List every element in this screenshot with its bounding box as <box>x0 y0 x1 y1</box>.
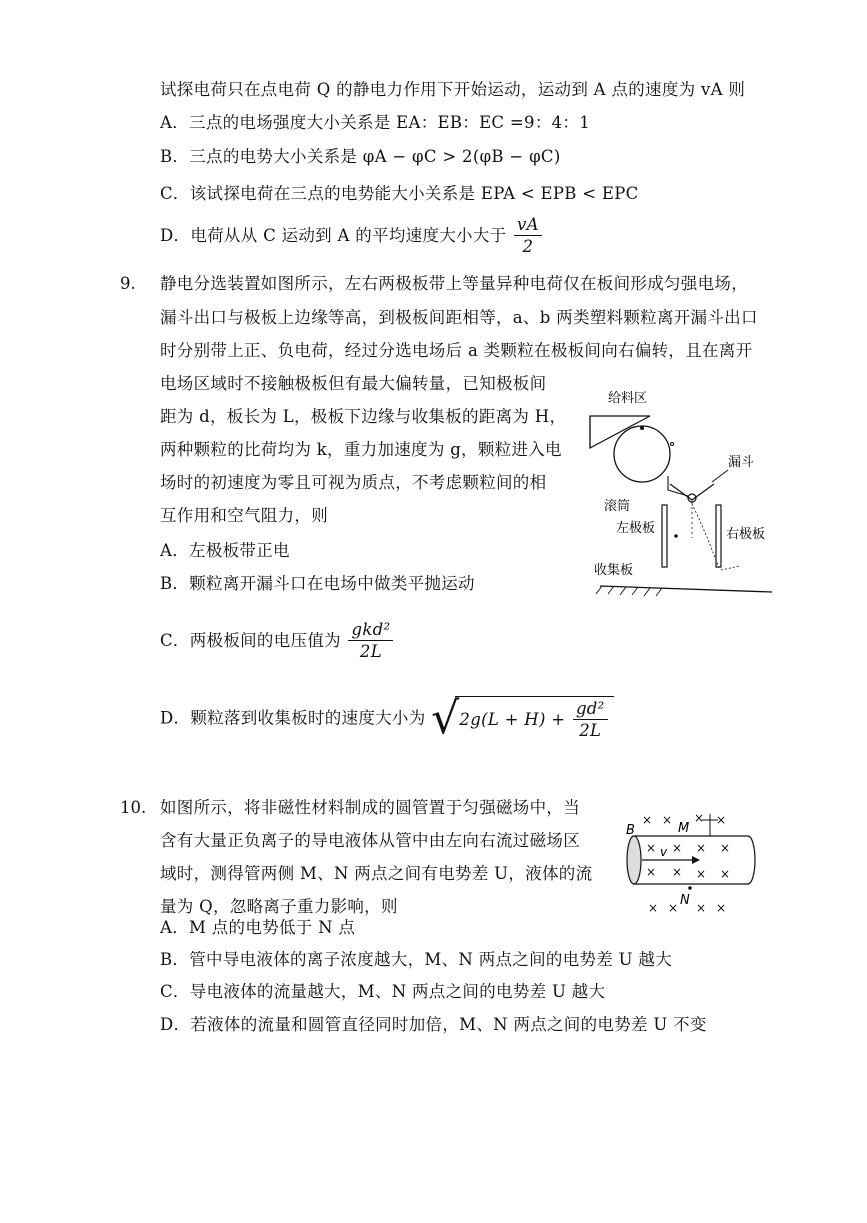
field-cross: × <box>646 865 657 879</box>
q9-option-d-text: D．颗粒落到收集板时的速度大小为 <box>160 708 426 728</box>
radicand-fraction <box>573 699 608 742</box>
field-cross: × <box>696 867 707 881</box>
q9-line-3: 时分别带上正、负电荷，经过分选电场后 a 类颗粒在极板间向右偏转，且在离开 <box>160 341 753 360</box>
funnel-pointer <box>712 470 728 482</box>
funnel-shape <box>670 484 714 500</box>
velocity-arrowhead <box>692 856 700 864</box>
particle-path-exit <box>721 566 740 570</box>
q8-option-d <box>160 215 544 258</box>
fraction-denominator: 2 <box>522 237 534 256</box>
collector-label: 收集板 <box>594 563 634 578</box>
q9-line-6: 两种颗粒的比荷均为 k，重力加速度为 g，颗粒进入电 <box>160 440 562 459</box>
roller-drum <box>614 426 670 482</box>
q10-line-4: 量为 Q，忽略离子重力影响，则 <box>160 897 398 916</box>
q9-line-2: 漏斗出口与极板上边缘等高，到极板间距相等，a、b 两类塑料颗粒离开漏斗出口 <box>160 308 758 327</box>
q9-number: 9. <box>120 274 136 293</box>
q10-option-a: A．M 点的电势低于 N 点 <box>160 918 356 937</box>
q10-number: 10. <box>120 798 147 817</box>
q9-option-b: B．颗粒离开漏斗口在电场中做类平抛运动 <box>160 574 475 593</box>
q9-option-a: A．左极板带正电 <box>160 541 290 560</box>
q8-option-a: A．三点的电场强度大小关系是 EA：EB：EC =9：4：1 <box>160 113 591 132</box>
particle-path <box>692 504 719 568</box>
field-cross: × <box>694 811 705 825</box>
field-cross: × <box>720 867 731 881</box>
field-cross: × <box>720 841 731 855</box>
q9-option-d-sqrt <box>431 693 614 744</box>
q10-line-1: 如图所示，将非磁性材料制成的圆管置于匀强磁场中，当 <box>160 798 580 817</box>
q10-line-2: 含有大量正负离子的导电液体从管中由左向右流过磁场区 <box>160 831 580 850</box>
field-cross: × <box>642 813 653 827</box>
right-plate-label: 右极板 <box>726 527 766 542</box>
radical-sign: √ <box>431 693 460 744</box>
fraction-numerator: gd² <box>573 699 608 720</box>
pipe-left-end <box>627 836 641 884</box>
q10-line-3: 域时，测得管两侧 M、N 两点之间有电势差 U，液体的流 <box>160 864 593 883</box>
roller-chute <box>668 476 688 496</box>
point-n-dot <box>688 886 692 890</box>
field-cross: × <box>646 841 657 855</box>
fraction-denominator: 2L <box>579 721 602 740</box>
funnel-label: 漏斗 <box>728 455 755 470</box>
q8-option-d-fraction <box>514 215 542 258</box>
feed-zone-label: 给料区 <box>608 391 648 406</box>
q8-intro: 试探电荷只在点电荷 Q 的静电力作用下开始运动，运动到 A 点的速度为 vA 则 <box>160 80 746 99</box>
field-cross: × <box>696 841 707 855</box>
field-cross: × <box>672 841 683 855</box>
q9-line-7: 场时的初速度为零且可视为质点，不考虑颗粒间的相 <box>160 473 547 492</box>
q9-separator-figure <box>580 378 780 603</box>
q9-option-d <box>160 693 614 744</box>
point-m-label: M <box>678 821 690 836</box>
q9-line-4: 电场区域时不接触极板但有最大偏转量，已知极板间 <box>160 374 547 393</box>
velocity-label: v <box>660 845 668 859</box>
feed-hopper <box>590 416 650 448</box>
q9-line-8: 互作用和空气阻力，则 <box>160 506 328 525</box>
right-plate <box>716 505 721 567</box>
q8-option-d-text: D．电荷从从 C 运动到 A 的平均速度大小大于 <box>160 226 507 245</box>
radicand <box>455 696 613 742</box>
field-cross: × <box>662 813 673 827</box>
pipe-right-end <box>748 836 755 884</box>
roller-dot <box>640 426 644 430</box>
field-cross: × <box>696 901 707 915</box>
field-cross: × <box>716 901 727 915</box>
field-cross: × <box>716 813 727 827</box>
field-cross: × <box>648 901 659 915</box>
q8-option-c: C．该试探电荷在三点的电势能大小关系是 EPA < EPB < EPC <box>160 184 639 203</box>
field-b-label: B <box>626 823 635 838</box>
q8-option-b: B．三点的电势大小关系是 φA − φC > 2(φB − φC) <box>160 147 561 166</box>
q9-option-c-fraction <box>348 620 393 663</box>
roller-label: 滚筒 <box>604 499 631 514</box>
left-plate <box>662 505 667 567</box>
q9-option-c-text: C．两极板间的电压值为 <box>160 631 341 650</box>
fraction-denominator: 2L <box>359 642 382 661</box>
particle-b <box>674 534 678 538</box>
field-cross: × <box>672 865 683 879</box>
q9-line-1: 静电分选装置如图所示，左右两极板带上等量异种电荷仅在板间形成匀强电场， <box>160 274 748 293</box>
radicand-text: 2g(L + H) + <box>459 710 566 729</box>
field-cross: × <box>668 901 679 915</box>
q10-option-c: C．导电液体的流量越大，M、N 两点之间的电势差 U 越大 <box>160 982 606 1001</box>
fraction-numerator: gkd² <box>348 620 393 641</box>
left-plate-label: 左极板 <box>616 521 656 536</box>
q10-option-b: B．管中导电液体的离子浓度越大，M、N 两点之间的电势差 U 越大 <box>160 950 672 969</box>
q10-option-d: D．若液体的流量和圆管直径同时加倍，M、N 两点之间的电势差 U 不变 <box>160 1015 707 1034</box>
point-n-label: N <box>680 893 690 908</box>
q9-line-5: 距为 d，板长为 L，极板下边缘与收集板的距离为 H， <box>160 407 567 426</box>
q9-option-c <box>160 620 395 663</box>
q10-pipe-figure <box>620 808 765 918</box>
fraction-numerator: vA <box>514 215 542 236</box>
particle-dot <box>671 443 674 446</box>
